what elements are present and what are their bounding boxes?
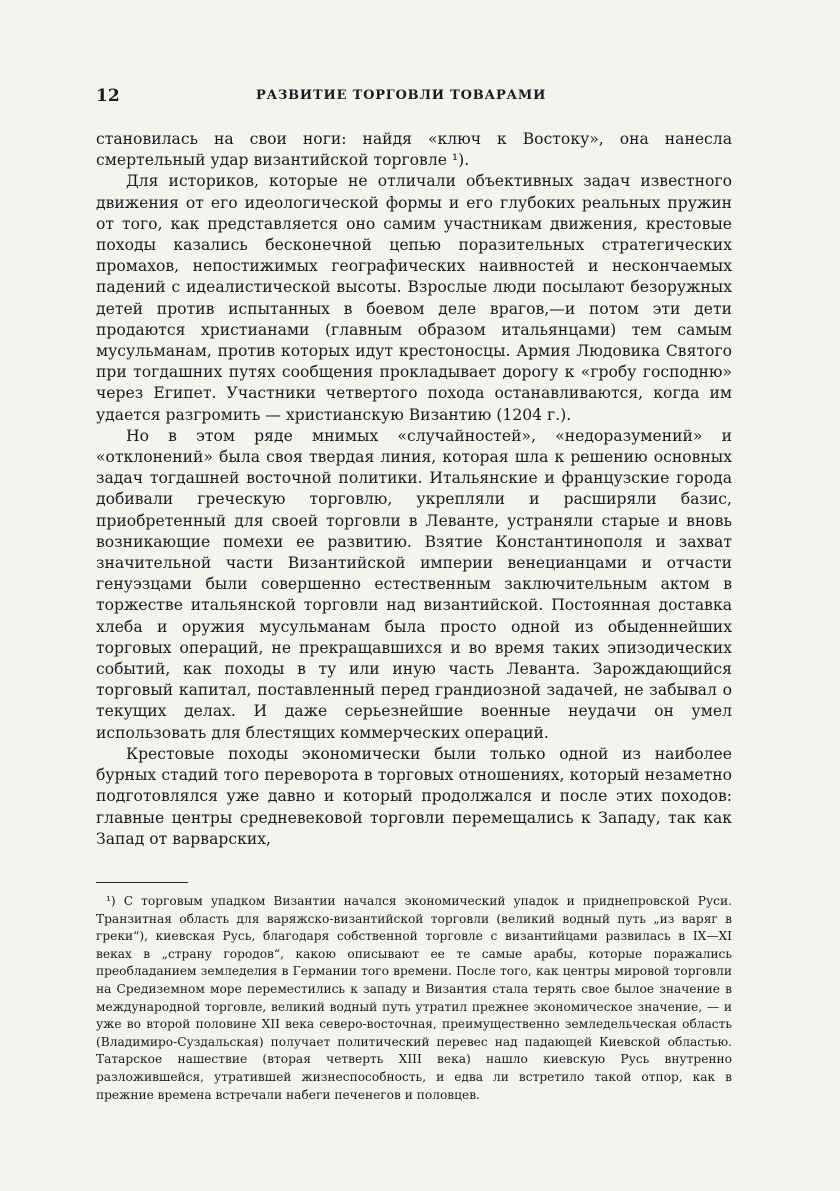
main-text	[96, 129, 732, 850]
footnote-text: ¹) С торговым упадком Византии начался экономический упадок и приднепровской Руси. Транзитная область для варяжско-византийской торговли (великий водный путь „из варяг в греки“), киевская Русь, благодаря собственной торговле с византийцами развилась в IX—XI веках в „страну городов“, какою описывают ее те самые арабы, которые поражались преобладанием земледелия в Германии того времени. После того, как центры мировой торговли на Средиземном море переместились к западу и Византия стала терять свое былое значение в международной торговле, великий водный путь утратил прежнее экономическое значение, — и уже во второй половине XII века северо-восточная, преимущественно земледельческая область (Владимиро-Суздальская) получает политический перевес над падающей Киевской областью. Татарское нашествие (вторая четверть XIII века) нашло киевскую Русь внутренно разложившейся, утратившей жизнеспособность, и едва ли встретило такой отпор, как в прежние времена встречали набеги печенегов и половцев.	[96, 894, 732, 1102]
page-number: 12	[96, 86, 120, 106]
running-title: РАЗВИТИЕ ТОРГОВЛИ ТОВАРАМИ	[256, 88, 547, 103]
paragraph: Но в этом ряде мнимых «случайностей», «недоразумений» и «отклонений» была своя твердая линия, которая шла к решению основных задач тогдашней восточной политики. Итальянские и французские города добивали греческую торговлю, укрепляли и расширяли базис, приобретенный для своей торговли в Леванте, устраняли старые и вновь возникающие помехи ее развитию. Взятие Константинополя и захват значительной части Византийской империи венецианцами и отчасти генуэзцами были совершенно естественным заключительным актом в торжестве итальянской торговли над византийской. Постоянная доставка хлеба и оружия мусульманам была просто одной из обыденнейших торговых операций, не прекращавшихся и во время таких эпизодических событий, как походы в ту или иную часть Леванта. Зарождающийся торговый капитал, поставленный перед грандиозной задачей, не забывал о текущих делах. И даже серьезнейшие военные неудачи он умел использовать для блестящих коммерческих операций.	[96, 426, 732, 742]
page-header	[96, 86, 732, 110]
paragraph: Крестовые походы экономически были только одной из наиболее бурных стадий того переворота в торговых отношениях, который незаметно подготовлялся уже давно и который продолжался и после этих походов: главные центры средневековой торговли перемещались к Западу, так как Запад от варварских,	[96, 744, 732, 848]
paragraph: Для историков, которые не отличали объективных задач известного движения от его идеологической формы и его глубоких реальных пружин от того, как представляется оно самим участникам движения, крестовые походы казались бесконечной цепью поразительных стратегических промахов, непостижимых географических наивностей и нескончаемых падений с идеалистической высоты. Взрослые люди посылают безоружных детей против испытанных в боевом деле врагов,—и потом эти дети продаются христианами (главным образом итальянцами) тем самым мусульманам, против которых идут крестоносцы. Армия Людовика Святого при тогдашних путях сообщения прокладывает дорогу к «гробу господню» через Египет. Участники четвертого похода останавливаются, когда им удается разгромить — христианскую Византию (1204 г.).	[96, 172, 732, 424]
footnote-divider	[96, 882, 188, 883]
footnote	[96, 893, 732, 1104]
paragraph: становилась на свои ноги: найдя «ключ к Востоку», она нанесла смертельный удар византийской торговле ¹).	[96, 130, 732, 170]
